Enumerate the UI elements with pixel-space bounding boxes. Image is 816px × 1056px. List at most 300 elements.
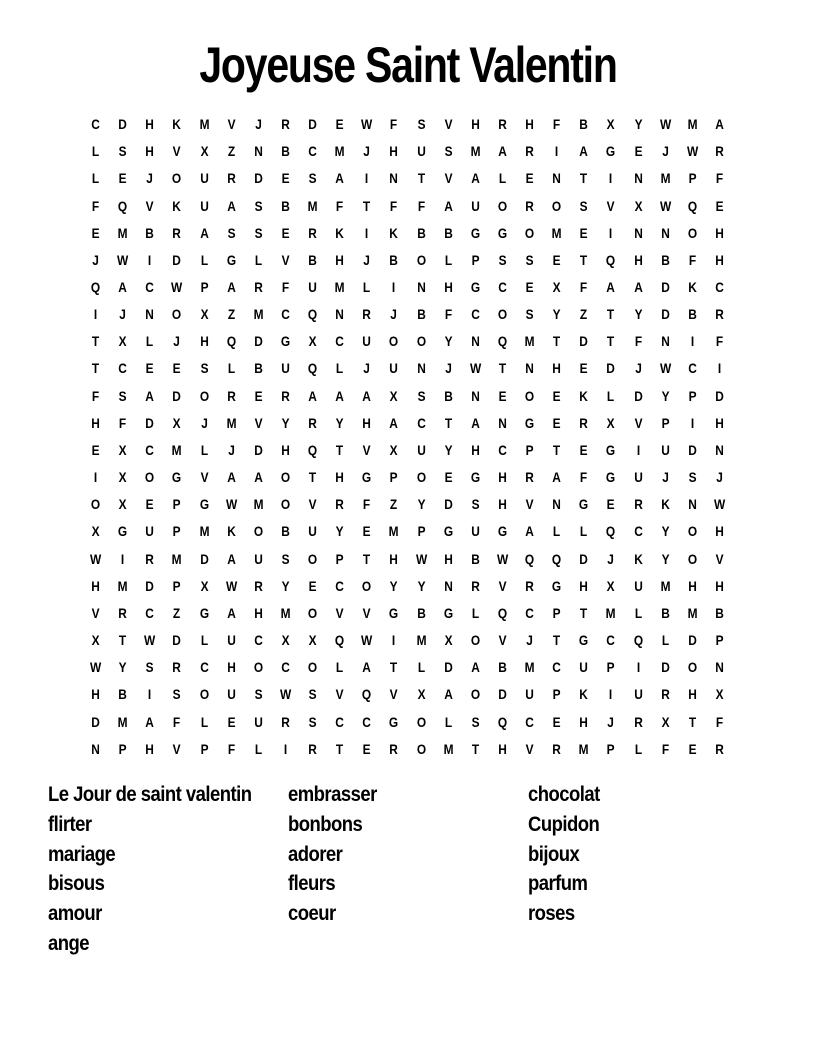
grid-letter: P: [606, 740, 615, 757]
grid-letter: G: [497, 224, 508, 241]
grid-letter: U: [416, 441, 426, 458]
grid-letter: W: [361, 632, 373, 649]
grid-letter: Q: [552, 550, 562, 567]
grid-letter: O: [524, 387, 535, 404]
grid-letter: T: [580, 170, 588, 187]
grid-letter: Y: [444, 441, 453, 458]
grid-letter: P: [688, 170, 697, 187]
grid-letter: T: [553, 632, 561, 649]
word-list: [48, 780, 768, 970]
grid-letter: C: [335, 333, 344, 350]
grid-letter: R: [145, 550, 155, 567]
grid-letter: F: [634, 333, 642, 350]
grid-letter: X: [606, 116, 615, 133]
grid-letter: L: [444, 713, 452, 730]
grid-letter: A: [226, 197, 236, 214]
grid-letter: H: [335, 251, 344, 268]
grid-letter: G: [606, 469, 616, 486]
grid-letter: M: [388, 523, 399, 540]
word-list-column: [288, 780, 389, 929]
grid-letter: S: [281, 550, 290, 567]
grid-letter: W: [415, 550, 427, 567]
grid-letter: B: [579, 116, 589, 133]
grid-letter: A: [335, 387, 344, 404]
grid-letter: D: [254, 441, 263, 458]
grid-letter: I: [93, 306, 98, 323]
grid-letter: C: [633, 523, 643, 540]
grid-letter: C: [281, 659, 290, 676]
grid-letter: C: [606, 632, 616, 649]
grid-letter: G: [226, 251, 236, 268]
grid-letter: W: [659, 197, 671, 214]
grid-letter: K: [172, 116, 182, 133]
grid-letter: F: [688, 251, 696, 268]
grid-letter: D: [688, 632, 697, 649]
grid-letter: O: [470, 632, 480, 649]
grid-letter: H: [715, 224, 724, 241]
grid-letter: P: [552, 686, 561, 703]
grid-letter: O: [416, 469, 426, 486]
grid-letter: E: [525, 170, 534, 187]
grid-letter: H: [443, 279, 453, 296]
grid-letter: C: [335, 577, 344, 594]
grid-letter: R: [498, 116, 507, 133]
word-list-item: roses: [528, 902, 575, 926]
grid-letter: J: [227, 441, 235, 458]
grid-letter: O: [280, 469, 291, 486]
grid-letter: W: [225, 496, 237, 513]
grid-letter: R: [254, 279, 263, 296]
grid-letter: C: [199, 659, 209, 676]
grid-letter: X: [552, 279, 561, 296]
grid-letter: G: [470, 469, 480, 486]
grid-row: [82, 464, 733, 491]
grid-letter: M: [117, 713, 128, 730]
grid-letter: L: [661, 632, 669, 649]
grid-letter: O: [497, 197, 508, 214]
grid-letter: M: [199, 523, 210, 540]
grid-letter: J: [716, 469, 723, 486]
grid-letter: A: [226, 469, 236, 486]
grid-letter: F: [336, 197, 344, 214]
grid-letter: I: [148, 686, 152, 703]
grid-letter: O: [172, 170, 182, 187]
grid-letter: J: [526, 632, 533, 649]
grid-letter: M: [307, 197, 318, 214]
grid-letter: I: [392, 279, 396, 296]
grid-letter: C: [688, 360, 697, 377]
grid-letter: O: [416, 740, 426, 757]
grid-letter: D: [660, 306, 670, 323]
grid-letter: Z: [227, 306, 235, 323]
grid-letter: B: [471, 550, 480, 567]
grid-letter: A: [335, 170, 344, 187]
grid-letter: Z: [390, 496, 398, 513]
grid-letter: V: [498, 577, 507, 594]
grid-letter: U: [525, 686, 534, 703]
grid-letter: B: [443, 224, 453, 241]
grid-letter: R: [226, 170, 236, 187]
grid-letter: E: [145, 360, 154, 377]
grid-letter: U: [308, 523, 317, 540]
grid-letter: R: [254, 577, 263, 594]
grid-letter: B: [308, 251, 317, 268]
grid-letter: T: [580, 604, 588, 621]
grid-letter: F: [580, 279, 588, 296]
grid-letter: H: [715, 414, 724, 431]
word-list-item: adorer: [288, 842, 343, 866]
grid-letter: X: [634, 197, 643, 214]
grid-letter: T: [336, 441, 344, 458]
grid-letter: R: [552, 740, 561, 757]
grid-letter: V: [91, 604, 100, 621]
grid-letter: G: [199, 496, 209, 513]
grid-letter: N: [498, 414, 507, 431]
grid-letter: K: [660, 496, 670, 513]
grid-letter: H: [145, 116, 155, 133]
grid-letter: I: [148, 251, 152, 268]
grid-letter: O: [253, 523, 263, 540]
grid-letter: Y: [417, 577, 426, 594]
grid-letter: U: [633, 469, 643, 486]
grid-letter: B: [118, 686, 127, 703]
grid-letter: S: [471, 713, 480, 730]
grid-letter: X: [661, 713, 670, 730]
grid-letter: F: [553, 116, 561, 133]
grid-letter: T: [91, 333, 100, 350]
grid-letter: V: [525, 496, 534, 513]
grid-row: [82, 654, 733, 681]
grid-letter: Y: [661, 523, 670, 540]
grid-letter: E: [525, 279, 534, 296]
grid-letter: M: [687, 116, 698, 133]
grid-letter: C: [471, 306, 480, 323]
grid-letter: Q: [497, 604, 508, 621]
grid-letter: B: [443, 387, 453, 404]
grid-letter: N: [416, 279, 426, 296]
grid-letter: I: [93, 469, 98, 486]
grid-letter: O: [90, 496, 101, 513]
word-list-item: flirter: [48, 812, 92, 836]
grid-letter: P: [389, 469, 398, 486]
grid-letter: E: [444, 469, 453, 486]
grid-letter: T: [498, 360, 507, 377]
grid-letter: D: [579, 333, 589, 350]
grid-letter: D: [254, 170, 263, 187]
grid-letter: B: [281, 197, 290, 214]
grid-letter: M: [171, 441, 182, 458]
grid-letter: H: [688, 577, 697, 594]
word-list-item: embrasser: [288, 783, 377, 806]
grid-letter: J: [363, 143, 371, 160]
word-list-item: coeur: [288, 902, 336, 926]
grid-letter: M: [226, 414, 237, 431]
grid-letter: T: [363, 197, 371, 214]
grid-letter: C: [145, 604, 155, 621]
grid-letter: P: [172, 577, 181, 594]
grid-letter: A: [471, 659, 480, 676]
word-list-column: [48, 780, 279, 959]
grid-letter: L: [580, 523, 588, 540]
grid-letter: V: [335, 686, 344, 703]
grid-letter: A: [715, 116, 724, 133]
grid-letter: B: [254, 360, 263, 377]
grid-letter: G: [172, 469, 182, 486]
grid-letter: O: [416, 333, 426, 350]
grid-letter: G: [280, 333, 291, 350]
grid-letter: T: [607, 306, 615, 323]
grid-letter: Q: [606, 523, 616, 540]
grid-row: [82, 247, 733, 274]
grid-letter: E: [118, 170, 127, 187]
grid-letter: C: [254, 632, 263, 649]
grid-letter: L: [607, 387, 615, 404]
grid-letter: H: [525, 116, 534, 133]
grid-letter: P: [417, 523, 426, 540]
grid-letter: U: [254, 713, 263, 730]
grid-letter: Q: [90, 279, 101, 296]
grid-letter: A: [308, 387, 317, 404]
grid-letter: I: [690, 414, 694, 431]
grid-letter: C: [715, 279, 724, 296]
grid-letter: H: [498, 469, 507, 486]
grid-letter: X: [308, 632, 317, 649]
grid-letter: V: [362, 604, 371, 621]
grid-letter: D: [145, 414, 155, 431]
grid-letter: M: [117, 224, 128, 241]
grid-letter: T: [553, 333, 561, 350]
grid-row: [82, 708, 733, 735]
grid-letter: O: [307, 550, 318, 567]
grid-letter: F: [444, 306, 452, 323]
grid-letter: A: [443, 197, 453, 214]
grid-letter: Z: [173, 604, 181, 621]
grid-letter: K: [389, 224, 399, 241]
grid-letter: B: [416, 604, 426, 621]
grid-letter: Y: [634, 116, 643, 133]
grid-letter: O: [389, 333, 399, 350]
grid-letter: I: [636, 659, 640, 676]
grid-letter: V: [227, 116, 236, 133]
grid-row: [82, 355, 733, 382]
grid-letter: J: [119, 306, 126, 323]
grid-letter: O: [172, 306, 182, 323]
grid-letter: K: [688, 279, 697, 296]
grid-letter: X: [200, 577, 209, 594]
grid-letter: Q: [226, 333, 236, 350]
grid-letter: O: [687, 659, 697, 676]
grid-letter: C: [525, 604, 534, 621]
grid-row: [82, 220, 733, 247]
grid-letter: R: [660, 686, 670, 703]
grid-letter: H: [91, 577, 100, 594]
grid-letter: W: [713, 496, 726, 513]
grid-letter: G: [443, 523, 453, 540]
grid-letter: I: [121, 550, 125, 567]
grid-letter: X: [389, 387, 398, 404]
grid-letter: U: [633, 577, 643, 594]
grid-letter: D: [172, 251, 182, 268]
grid-letter: E: [362, 740, 371, 757]
grid-letter: X: [606, 577, 615, 594]
grid-letter: A: [199, 224, 209, 241]
grid-letter: Y: [281, 577, 290, 594]
grid-letter: F: [580, 469, 588, 486]
grid-letter: R: [172, 224, 182, 241]
grid-letter: R: [525, 197, 534, 214]
word-list-item: Cupidon: [528, 812, 600, 836]
grid-letter: S: [417, 387, 426, 404]
grid-letter: O: [362, 577, 372, 594]
grid-letter: N: [715, 659, 724, 676]
grid-letter: S: [688, 469, 697, 486]
grid-row: [82, 573, 733, 600]
grid-letter: G: [443, 604, 453, 621]
grid-letter: A: [362, 387, 372, 404]
grid-letter: E: [91, 441, 100, 458]
grid-letter: L: [336, 360, 344, 377]
grid-letter: E: [172, 360, 181, 377]
grid-letter: U: [199, 197, 209, 214]
grid-letter: T: [553, 441, 561, 458]
grid-letter: J: [661, 469, 669, 486]
grid-row: [82, 410, 733, 437]
grid-letter: H: [335, 469, 344, 486]
grid-letter: O: [552, 197, 562, 214]
grid-letter: T: [471, 740, 479, 757]
grid-letter: Z: [227, 143, 235, 160]
grid-letter: O: [497, 306, 508, 323]
grid-letter: J: [363, 360, 371, 377]
grid-letter: L: [634, 604, 642, 621]
grid-letter: D: [118, 116, 127, 133]
grid-letter: L: [146, 333, 154, 350]
grid-letter: W: [361, 116, 373, 133]
grid-letter: H: [579, 577, 589, 594]
grid-letter: A: [498, 143, 507, 160]
grid-letter: R: [389, 740, 399, 757]
grid-letter: J: [444, 360, 452, 377]
grid-letter: K: [172, 197, 182, 214]
grid-letter: R: [308, 414, 317, 431]
grid-letter: L: [254, 251, 262, 268]
grid-letter: E: [308, 577, 317, 594]
grid-row: [82, 627, 733, 654]
grid-letter: Y: [389, 577, 398, 594]
grid-letter: S: [118, 387, 127, 404]
grid-letter: E: [281, 170, 290, 187]
grid-letter: J: [146, 170, 154, 187]
word-list-item: bisous: [48, 872, 105, 896]
grid-letter: U: [281, 360, 290, 377]
grid-letter: T: [308, 469, 317, 486]
grid-letter: W: [496, 550, 509, 567]
grid-letter: X: [606, 414, 615, 431]
grid-letter: G: [389, 713, 399, 730]
grid-letter: W: [659, 116, 671, 133]
grid-letter: V: [172, 143, 181, 160]
grid-row: [82, 165, 733, 192]
word-list-item: amour: [48, 902, 102, 926]
grid-letter: T: [607, 333, 615, 350]
grid-letter: B: [715, 604, 724, 621]
grid-letter: J: [661, 143, 669, 160]
grid-letter: K: [335, 224, 344, 241]
grid-letter: U: [145, 523, 155, 540]
grid-letter: J: [390, 306, 398, 323]
grid-letter: O: [416, 251, 426, 268]
grid-letter: L: [227, 360, 235, 377]
grid-letter: O: [145, 469, 155, 486]
grid-letter: D: [254, 333, 263, 350]
grid-letter: D: [145, 577, 155, 594]
grid-letter: Q: [118, 197, 128, 214]
grid-letter: P: [688, 387, 697, 404]
grid-letter: A: [471, 414, 480, 431]
grid-row: [82, 681, 733, 708]
grid-letter: O: [280, 496, 291, 513]
grid-letter: I: [365, 224, 369, 241]
grid-letter: D: [443, 496, 453, 513]
grid-letter: G: [579, 632, 589, 649]
grid-letter: D: [308, 116, 317, 133]
grid-letter: V: [308, 496, 317, 513]
grid-letter: G: [497, 523, 508, 540]
grid-letter: E: [715, 197, 724, 214]
grid-letter: I: [555, 143, 559, 160]
grid-letter: R: [579, 414, 589, 431]
grid-letter: T: [119, 632, 127, 649]
grid-letter: B: [281, 523, 290, 540]
grid-letter: W: [89, 550, 102, 567]
grid-letter: R: [308, 224, 317, 241]
grid-letter: Q: [687, 197, 697, 214]
grid-letter: Q: [362, 686, 372, 703]
word-search-grid: [82, 111, 733, 763]
grid-letter: H: [498, 496, 507, 513]
grid-letter: Q: [497, 713, 508, 730]
grid-letter: X: [91, 632, 100, 649]
grid-letter: R: [281, 116, 290, 133]
word-list-item: chocolat: [528, 783, 600, 806]
grid-letter: V: [525, 740, 534, 757]
grid-letter: C: [308, 143, 317, 160]
grid-letter: V: [172, 740, 181, 757]
grid-letter: S: [254, 197, 263, 214]
grid-letter: U: [416, 143, 426, 160]
grid-letter: E: [552, 713, 561, 730]
grid-letter: W: [659, 360, 671, 377]
grid-letter: N: [715, 441, 724, 458]
grid-letter: V: [254, 414, 263, 431]
grid-letter: P: [200, 740, 209, 757]
grid-letter: C: [416, 414, 426, 431]
grid-letter: M: [199, 116, 210, 133]
grid-letter: C: [281, 306, 290, 323]
grid-letter: V: [444, 170, 453, 187]
grid-row: [82, 518, 733, 545]
grid-letter: E: [579, 441, 588, 458]
grid-letter: G: [606, 143, 616, 160]
grid-letter: H: [498, 740, 507, 757]
grid-letter: T: [580, 251, 588, 268]
grid-letter: R: [633, 496, 643, 513]
grid-letter: S: [254, 224, 263, 241]
grid-letter: F: [661, 740, 669, 757]
grid-letter: O: [307, 659, 318, 676]
grid-letter: G: [552, 577, 562, 594]
grid-letter: X: [389, 441, 398, 458]
